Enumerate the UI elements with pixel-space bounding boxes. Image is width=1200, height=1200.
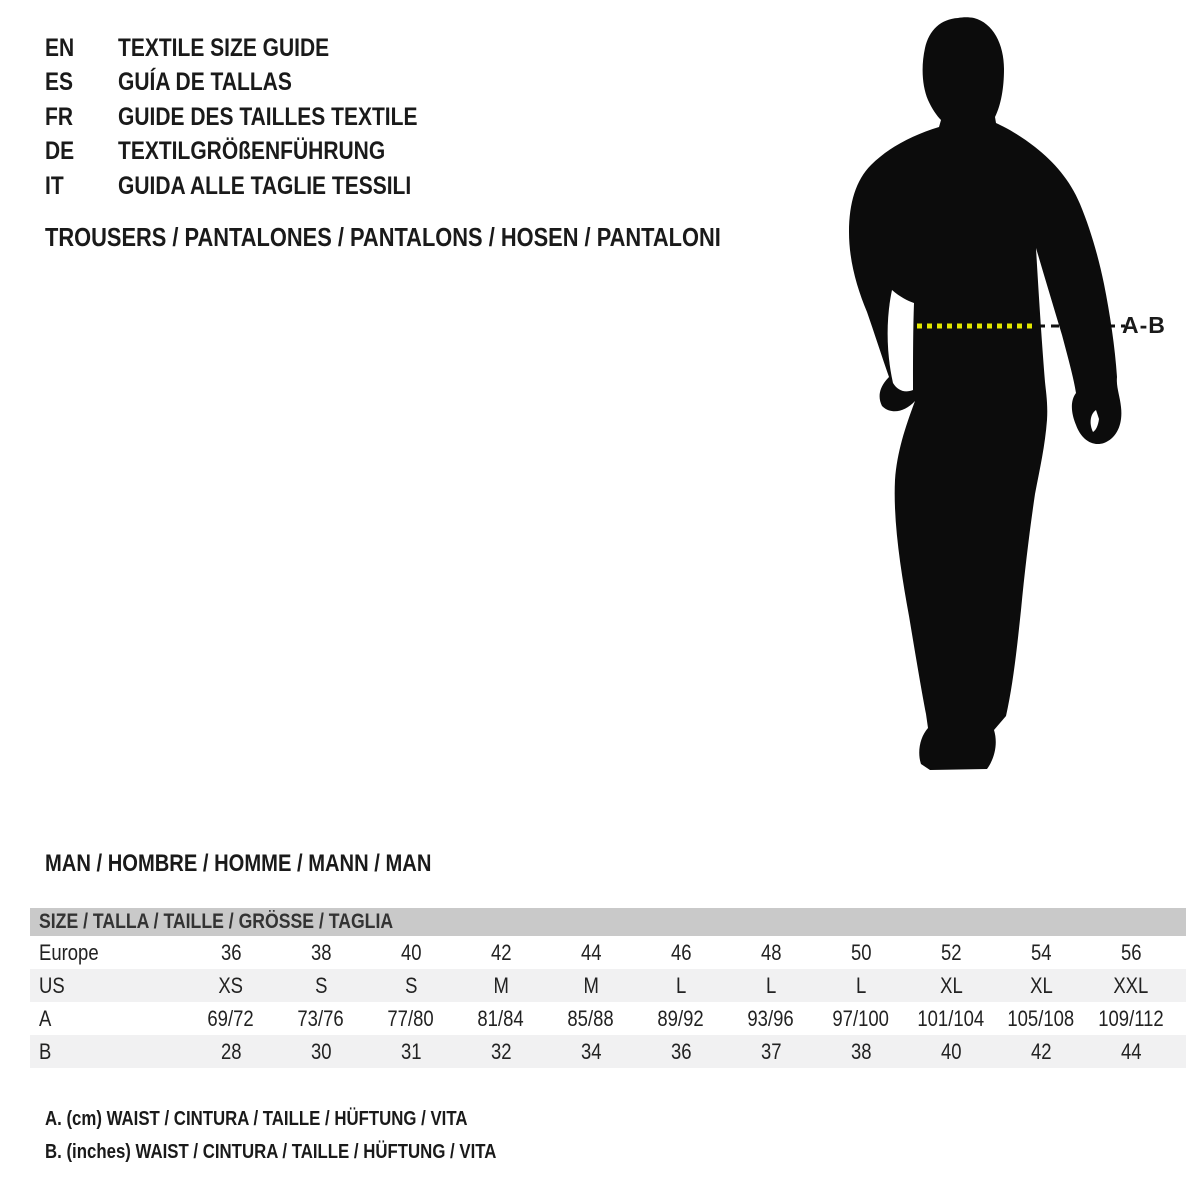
cell: L <box>855 972 867 998</box>
table-row-b-inches <box>30 1035 1186 1068</box>
cell: 97/100 <box>832 1005 890 1031</box>
language-code: ES <box>45 68 74 97</box>
table-row-us <box>30 969 1186 1002</box>
cell: 36 <box>670 1038 692 1064</box>
cell: 31 <box>400 1038 422 1064</box>
cell: 44 <box>1120 1038 1142 1064</box>
language-row-es <box>45 66 475 101</box>
language-row-it <box>45 169 475 204</box>
cell: 48 <box>760 939 782 965</box>
cell: 46 <box>670 939 692 965</box>
cell: M <box>493 972 509 998</box>
cell: 73/76 <box>297 1005 345 1031</box>
language-code: DE <box>45 137 75 166</box>
size-table-header: SIZE / TALLA / TAILLE / GRÖSSE / TAGLIA <box>30 908 1186 936</box>
cell: 32 <box>490 1038 512 1064</box>
cell: 69/72 <box>207 1005 255 1031</box>
language-code: FR <box>45 102 73 131</box>
cell: 38 <box>310 939 332 965</box>
cell: 34 <box>580 1038 602 1064</box>
cell: 93/96 <box>747 1005 795 1031</box>
cell: 105/108 <box>1007 1005 1075 1031</box>
language-row-fr <box>45 100 475 135</box>
cell: 40 <box>940 1038 962 1064</box>
language-code: EN <box>45 33 75 62</box>
row-label: A <box>39 1005 52 1031</box>
cell: 28 <box>220 1038 242 1064</box>
cell: S <box>404 972 418 998</box>
footnote-waist-cm: A. (cm) WAIST / CINTURA / TAILLE / HÜFTUNG / VITA <box>45 1108 468 1130</box>
gender-section-heading: MAN / HOMBRE / HOMME / MANN / MAN <box>45 850 432 877</box>
cell: M <box>583 972 599 998</box>
cell: 52 <box>940 939 962 965</box>
table-row-a-cm <box>30 1002 1186 1035</box>
cell: XXL <box>1113 972 1149 998</box>
cell: 89/92 <box>657 1005 705 1031</box>
cell: 44 <box>580 939 602 965</box>
language-code: IT <box>45 171 64 200</box>
cell: 50 <box>850 939 872 965</box>
cell: L <box>675 972 687 998</box>
cell: L <box>765 972 777 998</box>
cell: 30 <box>310 1038 332 1064</box>
cell: 109/112 <box>1098 1005 1164 1031</box>
waist-line-on-body <box>915 320 1037 332</box>
language-title: GUÍA DE TALLAS <box>118 68 292 97</box>
size-table <box>30 908 1186 1068</box>
cell: 40 <box>400 939 422 965</box>
cell: 77/80 <box>387 1005 435 1031</box>
cell: 38 <box>850 1038 872 1064</box>
cell: XS <box>218 972 244 998</box>
language-row-en <box>45 31 475 66</box>
cell: 36 <box>220 939 242 965</box>
cell: 54 <box>1030 939 1052 965</box>
language-title: TEXTILGRÖßENFÜHRUNG <box>118 137 386 166</box>
row-label: Europe <box>39 939 99 965</box>
table-row-europe <box>30 936 1186 969</box>
language-title: GUIDA ALLE TAGLIE TESSILI <box>118 171 412 200</box>
cell: 56 <box>1120 939 1142 965</box>
language-row-de <box>45 135 475 170</box>
cell: 85/88 <box>567 1005 615 1031</box>
cell: 81/84 <box>477 1005 525 1031</box>
waist-measure-label: A-B <box>1122 312 1166 338</box>
language-title: GUIDE DES TAILLES TEXTILE <box>118 102 418 131</box>
cell: 37 <box>760 1038 782 1064</box>
man-body-shape <box>849 17 1121 770</box>
language-list <box>45 31 475 204</box>
cell: S <box>314 972 328 998</box>
cell: XL <box>939 972 963 998</box>
cell: XL <box>1029 972 1053 998</box>
left-armpit-gap <box>888 290 914 391</box>
cell: 42 <box>490 939 512 965</box>
man-silhouette <box>840 12 1132 778</box>
row-label: B <box>39 1038 52 1064</box>
row-label: US <box>39 972 65 998</box>
cell: 101/104 <box>917 1005 985 1031</box>
footnote-waist-inches: B. (inches) WAIST / CINTURA / TAILLE / HÜFTUNG / VITA <box>45 1141 497 1163</box>
cell: 42 <box>1030 1038 1052 1064</box>
product-category-heading: TROUSERS / PANTALONES / PANTALONS / HOSEN / PANTALONI <box>45 222 721 252</box>
language-title: TEXTILE SIZE GUIDE <box>118 33 330 62</box>
